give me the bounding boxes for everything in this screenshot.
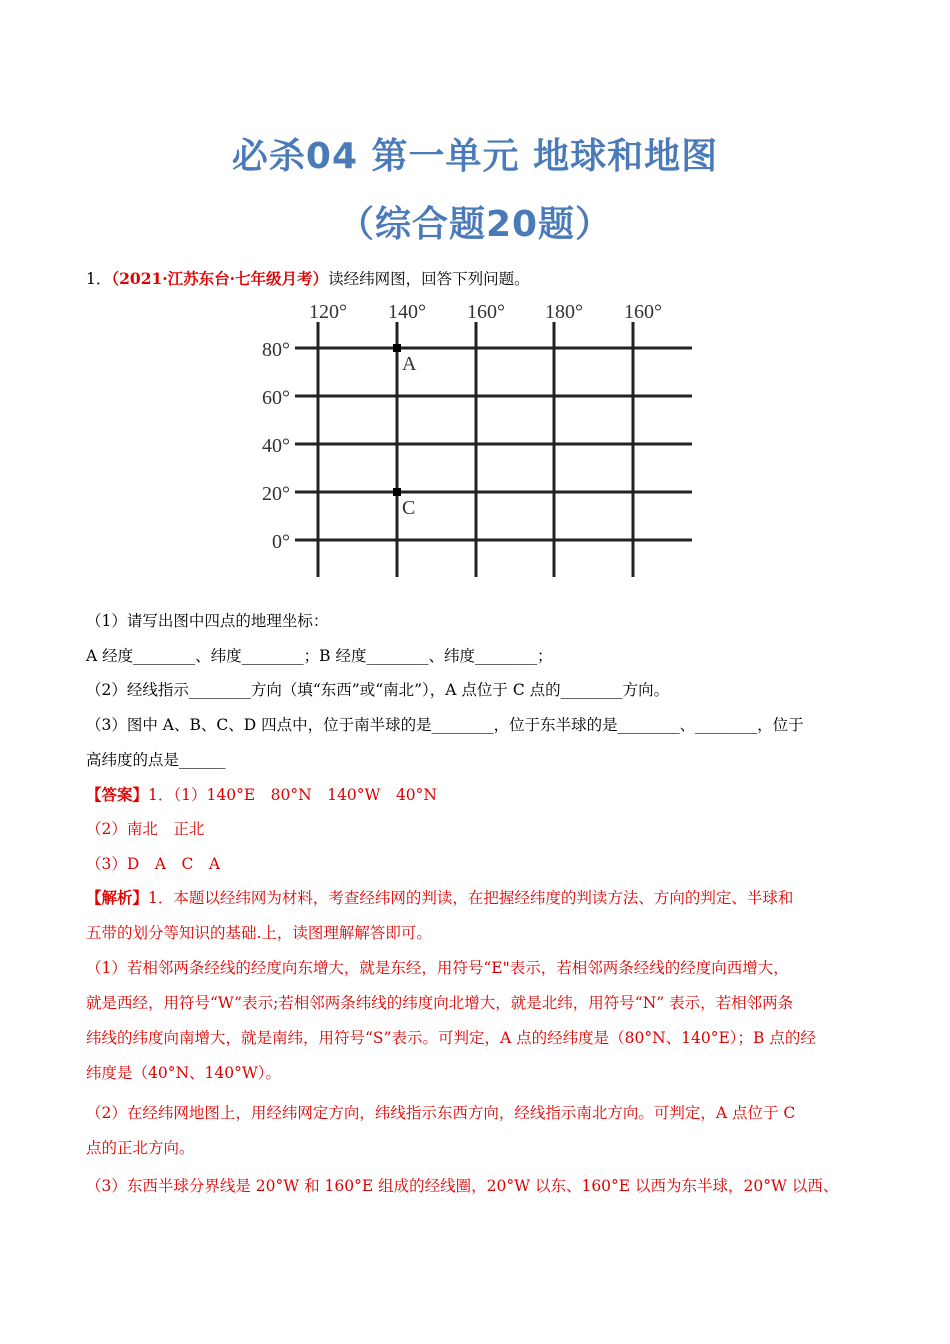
question-prompt: 读经纬网图，回答下列问题。 xyxy=(328,270,530,288)
sub-question-2: （2）经线指示________方向（填“东西”或“南北”），A 点位于 C 点的________方向。 xyxy=(86,681,670,699)
graticule-figure xyxy=(0,292,950,592)
analysis-line-3: （1）若相邻两条经线的经度向东增大，就是东经，用符号“E"表示，若相邻两条经线的经度向西增大， xyxy=(86,959,789,977)
latitude-label: 60° xyxy=(262,387,290,409)
longitude-label: 160° xyxy=(467,301,505,323)
answer-line-3: （3）D A C A xyxy=(86,855,221,873)
point-label: A xyxy=(402,353,417,375)
page-subtitle: （综合题20题） xyxy=(337,204,613,245)
latitude-label: 40° xyxy=(262,435,290,457)
longitude-labels xyxy=(309,301,662,323)
analysis-text-1: 1．本题以经纬网为材料，考查经纬网的判读，在把握经纬度的判读方法、方向的判定、半球和 xyxy=(148,889,794,907)
analysis-line-4: 就是西经，用符号“W”表示;若相邻两条纬线的纬度向北增大，就是北纬，用符号“N” 表示，若相邻两条 xyxy=(86,994,794,1012)
page-title: 必杀04 第一单元 地球和地图 xyxy=(231,136,719,177)
sub-question-3-cont: 高纬度的点是______ xyxy=(86,751,226,769)
analysis-line-5: 纬线的纬度向南增大，就是南纬，用符号“S”表示。可判定，A 点的经纬度是（80°N、140°E）；B 点的经 xyxy=(86,1029,816,1047)
longitude-label: 120° xyxy=(309,301,347,323)
point-marker xyxy=(393,488,401,496)
answer-line-1 xyxy=(86,784,886,806)
latitude-label: 20° xyxy=(262,483,290,505)
longitude-label: 160° xyxy=(624,301,662,323)
question-header xyxy=(86,268,886,290)
latitude-labels xyxy=(262,339,290,553)
longitude-label: 180° xyxy=(545,301,583,323)
answer-text-1: 1．（1）140°E 80°N 140°W 40°N xyxy=(148,786,437,804)
answer-tag: 【答案】 xyxy=(86,785,149,804)
analysis-line-2: 五带的划分等知识的基础.上，读图理解解答即可。 xyxy=(86,924,432,942)
sub-question-1-blanks: A 经度________、纬度________；B 经度________、纬度________； xyxy=(86,647,553,665)
latitude-label: 0° xyxy=(272,531,290,553)
analysis-line-7: （2）在经纬网地图上，用经纬网定方向，纬线指示东西方向，经线指示南北方向。可判定，A 点位于 C xyxy=(86,1104,796,1122)
analysis-line-9: （3）东西半球分界线是 20°W 和 160°E 组成的经线圈，20°W 以东、160°E 以西为东半球，20°W 以西、 xyxy=(86,1177,839,1195)
grid-lines xyxy=(295,322,692,577)
question-source: （2021·江苏东台·七年级月考） xyxy=(111,269,329,288)
analysis-line-1 xyxy=(86,887,886,909)
question-number: 1． xyxy=(86,270,112,288)
analysis-line-8: 点的正北方向。 xyxy=(86,1139,195,1157)
longitude-label: 140° xyxy=(388,301,426,323)
sub-question-1: （1）请写出图中四点的地理坐标： xyxy=(86,612,329,630)
analysis-line-6: 纬度是（40°N、140°W）。 xyxy=(86,1064,282,1082)
point-marker xyxy=(393,344,401,352)
analysis-tag: 【解析】 xyxy=(86,888,149,907)
point-label: C xyxy=(402,497,416,519)
answer-line-2: （2）南北 正北 xyxy=(86,820,205,838)
latitude-label: 80° xyxy=(262,339,290,361)
sub-question-3: （3）图中 A、B、C、D 四点中，位于南半球的是________，位于东半球的是________、________，位于 xyxy=(86,716,804,734)
